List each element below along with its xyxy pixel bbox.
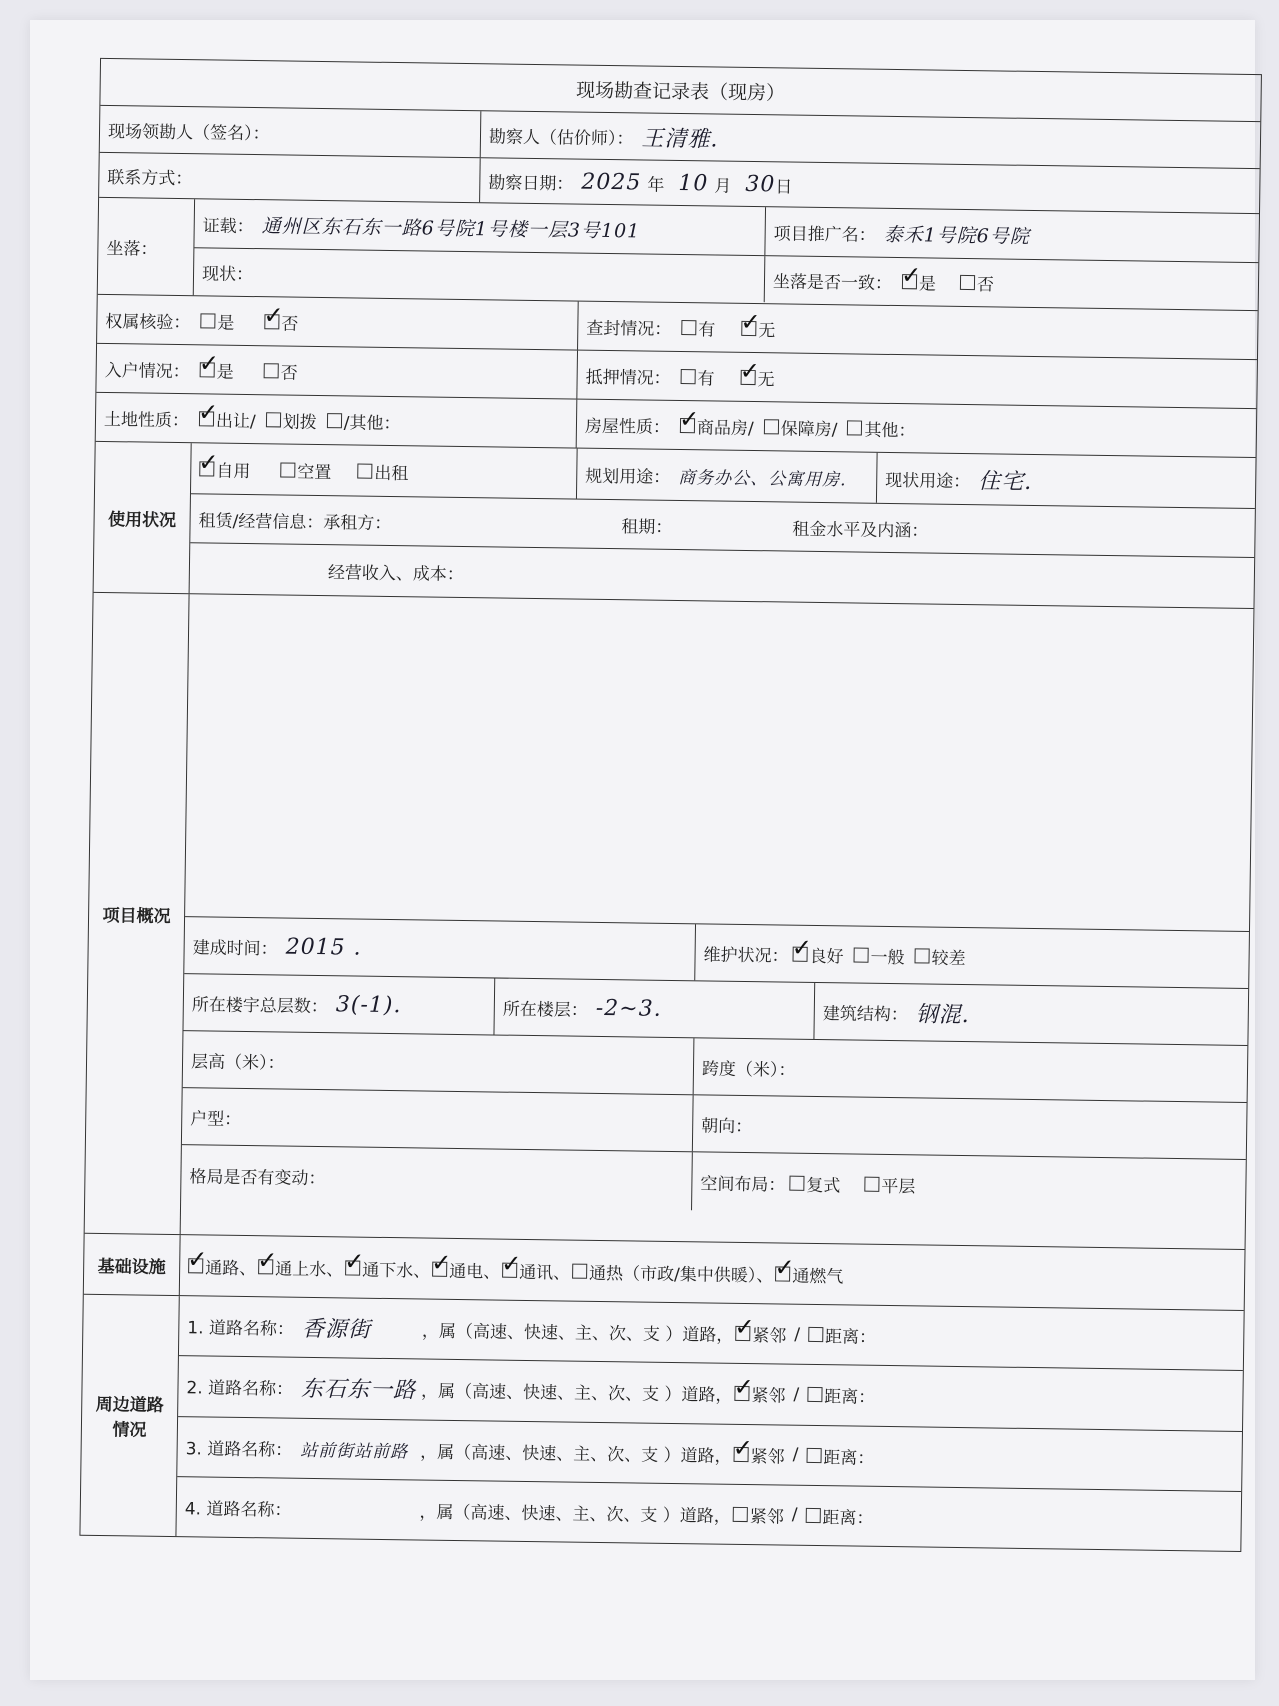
road-3-name: 站前街站前路 [300, 1440, 409, 1462]
infra-telecom-checkbox[interactable] [502, 1262, 517, 1277]
seal-have-text: 有 [698, 319, 716, 341]
space-flat-text: 平层 [881, 1176, 916, 1197]
ownership-no-checkbox[interactable] [264, 314, 279, 329]
usage-self-checkbox[interactable] [199, 461, 214, 476]
ownership-yes-checkbox[interactable] [200, 313, 215, 328]
floor-label: 所在楼层： [502, 999, 588, 1021]
space-duplex-text: 复式 [806, 1175, 841, 1196]
road-4-adjacent-text: 紧邻 [749, 1506, 784, 1528]
structure-value: 钢混. [915, 1001, 970, 1028]
usage-rented-checkbox[interactable] [357, 463, 372, 478]
road-1-distance-checkbox[interactable] [808, 1327, 823, 1342]
floor-value: -2~3. [595, 995, 662, 1022]
survey-form [79, 58, 1262, 1552]
infra-gas-text: 通燃气 [792, 1266, 844, 1287]
house-other-text: 其他： [864, 420, 916, 441]
house-label: 房屋性质： [584, 416, 671, 438]
road-4-adjacent-checkbox[interactable] [733, 1507, 748, 1522]
date-year: 2025 [581, 169, 642, 195]
contact-label: 联系方式： [107, 167, 193, 189]
surveyor-label: 勘察人（估价师）： [488, 126, 634, 149]
overview-blank-area [185, 594, 1253, 931]
height-label: 层高（米）： [190, 1051, 285, 1074]
usage-vacant-text: 空置 [297, 462, 332, 483]
cert-label: 证载： [202, 215, 254, 237]
current-use-label: 现状用途： [885, 470, 971, 492]
match-yes-text: 是 [918, 273, 937, 295]
match-yes-checkbox[interactable] [902, 274, 917, 289]
road-2-name: 东石东一路 [300, 1377, 417, 1404]
road-2-adjacent-checkbox[interactable] [734, 1386, 749, 1401]
date-day: 30 [745, 171, 776, 197]
house-commercial-text: 商品房/ [696, 417, 754, 439]
date-month: 10 [678, 170, 709, 196]
road-4-name [299, 1508, 419, 1510]
space-flat-checkbox[interactable] [864, 1176, 879, 1191]
seal-none-checkbox[interactable] [741, 320, 756, 335]
plan-use-value: 商务办公、公寓用房. [678, 467, 847, 490]
location-label: 坐落： [106, 238, 158, 260]
date-label: 勘察日期： [488, 172, 574, 195]
entry-label: 入户情况： [104, 360, 190, 382]
surveyor-signature: 王清雅. [641, 125, 719, 153]
date-day-label: 日 [775, 176, 793, 198]
ownership-no-text: 否 [281, 313, 299, 335]
lead-label: 现场领勘人（签名）： [107, 121, 270, 144]
maint-poor-checkbox[interactable] [915, 948, 930, 963]
road-3-adjacent-text: 紧邻 [750, 1446, 785, 1468]
cert-address: 通州区东石东一路6号院1号楼一层3号101 [261, 214, 641, 242]
land-other-checkbox[interactable] [327, 413, 342, 428]
road-row-4 [176, 1477, 1241, 1551]
maint-fair-checkbox[interactable] [854, 947, 869, 962]
road-3-distance-text: 距离： [823, 1447, 875, 1469]
road-1-adjacent-text: 紧邻 [752, 1326, 787, 1347]
road-1-name: 香源街 [301, 1316, 372, 1343]
land-transfer-text: 出让/ [215, 411, 256, 432]
house-affordable-checkbox[interactable] [764, 419, 779, 434]
road-4-distance-text: 距离： [822, 1507, 874, 1529]
infra-header: 基础设施 [97, 1256, 166, 1278]
seal-none-text: 无 [758, 320, 776, 341]
infra-power-text: 通电、 [449, 1261, 501, 1283]
match-no-checkbox[interactable] [960, 274, 975, 289]
income-label: 经营收入、成本： [327, 562, 465, 585]
entry-yes-text: 是 [216, 362, 234, 383]
road-3-prefix: 3. 道路名称： [185, 1438, 293, 1461]
land-label: 土地性质： [103, 409, 190, 431]
road-4-distance-checkbox[interactable] [805, 1508, 820, 1523]
entry-no-text: 否 [280, 362, 298, 384]
built-value: 2015 . [285, 934, 362, 961]
road-4-type: ，属（高速、快速、主、次、支 ）道路， [419, 1502, 731, 1527]
infra-heating-checkbox[interactable] [572, 1263, 587, 1278]
current-use-value: 住宅. [978, 468, 1033, 495]
infra-drainage-checkbox[interactable] [345, 1260, 360, 1275]
structure-label: 建筑结构： [822, 1003, 908, 1025]
road-3-type: ，属（高速、快速、主、次、支 ）道路， [420, 1442, 732, 1467]
form-title: 现场勘查记录表（现房） [575, 79, 786, 104]
road-2-sep: / [793, 1384, 800, 1405]
land-transfer-checkbox[interactable] [199, 411, 214, 426]
road-1-sep: / [794, 1324, 801, 1345]
land-other-text: /其他： [343, 412, 401, 434]
road-4-sep: / [791, 1505, 798, 1526]
status-label: 现状： [201, 263, 254, 285]
infra-gas-checkbox[interactable] [775, 1266, 790, 1281]
infra-water-supply-text: 通上水、 [275, 1258, 344, 1280]
span-label: 跨度（米）： [701, 1058, 796, 1081]
usage-self-text: 自用 [216, 461, 251, 482]
lease-term-label: 租期： [621, 516, 673, 538]
infra-power-checkbox[interactable] [432, 1261, 447, 1276]
road-3-sep: / [792, 1444, 799, 1465]
entry-yes-checkbox[interactable] [200, 362, 215, 377]
road-2-distance-checkbox[interactable] [807, 1387, 822, 1402]
mortgage-label: 抵押情况： [585, 367, 671, 389]
rent-label: 租金水平及内涵： [792, 519, 929, 541]
land-allocated-text: 划拨 [282, 411, 317, 433]
ownership-yes-text: 是 [217, 313, 235, 334]
usage-vacant-checkbox[interactable] [280, 462, 295, 477]
project-name-value: 泰禾1号院6号院 [883, 223, 1030, 248]
floors-total-label: 所在楼宇总层数： [191, 994, 328, 1017]
road-3-adjacent-checkbox[interactable] [734, 1446, 749, 1461]
built-label: 建成时间： [192, 937, 278, 959]
road-1-distance-text: 距离： [824, 1327, 877, 1348]
space-duplex-checkbox[interactable] [789, 1175, 804, 1190]
mortgage-none-checkbox[interactable] [741, 369, 756, 384]
space-label: 空间布局： [700, 1173, 786, 1196]
project-name-label: 项目推广名： [773, 223, 876, 246]
infra-telecom-text: 通讯、 [519, 1262, 571, 1284]
maint-label: 维护状况： [703, 944, 789, 967]
land-allocated-checkbox[interactable] [266, 412, 281, 427]
road-2-distance-text: 距离： [824, 1387, 876, 1409]
infra-water-supply-checkbox[interactable] [258, 1259, 273, 1274]
location-match-label: 坐落是否一致： [772, 271, 893, 294]
match-no-text: 否 [976, 274, 995, 295]
road-2-prefix: 2. 道路名称： [186, 1378, 294, 1401]
house-other-checkbox[interactable] [847, 420, 862, 435]
layout-label: 户型： [190, 1108, 242, 1130]
house-commercial-checkbox[interactable] [680, 418, 695, 433]
maint-good-checkbox[interactable] [793, 946, 808, 961]
ownership-label: 权属核验： [105, 311, 191, 333]
paper-sheet [30, 20, 1255, 1680]
infra-drainage-text: 通下水、 [362, 1260, 431, 1282]
road-2-adjacent-text: 紧邻 [751, 1386, 786, 1407]
road-3-distance-checkbox[interactable] [806, 1448, 821, 1463]
infra-road-checkbox[interactable] [188, 1258, 203, 1273]
house-affordable-text: 保障房/ [780, 418, 838, 440]
infra-road-text: 通路、 [205, 1257, 257, 1279]
overview-header: 项目概况 [102, 905, 171, 927]
roads-header: 周边道路情况 [95, 1394, 164, 1441]
maint-poor-text: 较差 [931, 948, 966, 969]
change-label: 格局是否有变动： [189, 1166, 326, 1189]
seal-label: 查封情况： [586, 318, 672, 340]
entry-no-checkbox[interactable] [264, 363, 279, 378]
mortgage-none-text: 无 [757, 369, 775, 390]
usage-rented-text: 出租 [374, 463, 409, 484]
road-1-type: ，属（高速、快速、主、次、支 ）道路， [421, 1321, 734, 1346]
road-4-prefix: 4. 道路名称： [184, 1499, 292, 1521]
mortgage-have-text: 有 [697, 368, 715, 389]
floors-total-value: 3(-1). [335, 991, 402, 1018]
maint-fair-text: 一般 [870, 947, 905, 968]
road-1-adjacent-checkbox[interactable] [735, 1326, 750, 1341]
plan-use-label: 规划用途： [585, 466, 671, 488]
date-year-label: 年 [647, 175, 665, 196]
maint-good-text: 良好 [809, 946, 844, 967]
infra-heating-text: 通热（市政/集中供暖）、 [588, 1263, 774, 1286]
road-1-prefix: 1. 道路名称： [187, 1318, 295, 1340]
road-2-type: ，属（高速、快速、主、次、支 ）道路， [420, 1381, 733, 1407]
lease-label: 租赁/经营信息：承租方： [198, 510, 392, 534]
date-month-label: 月 [714, 175, 732, 197]
orient-label: 朝向： [701, 1115, 753, 1137]
seal-have-checkbox[interactable] [681, 320, 696, 335]
usage-header: 使用状况 [107, 509, 177, 531]
mortgage-have-checkbox[interactable] [681, 369, 696, 384]
